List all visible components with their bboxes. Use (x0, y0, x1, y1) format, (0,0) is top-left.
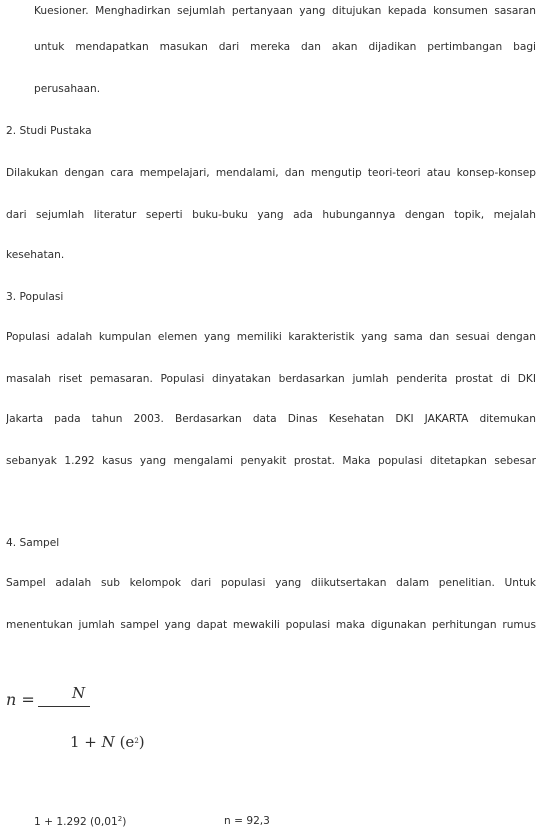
fraction-bar (38, 706, 90, 707)
section-heading: 2. Studi Pustaka (6, 125, 92, 137)
body-line: Populasi adalah kumpulan elemen yang memiliki karakteristik yang sama dan sesuai dengan (6, 331, 536, 343)
body-line: Sampel adalah sub kelompok dari populasi yang diikutsertakan dalam penelitian. Untuk (6, 577, 536, 589)
body-line: sebanyak 1.292 kasus yang mengalami penyakit prostat. Maka populasi ditetapkan sebesar (6, 455, 536, 467)
body-line: masalah riset pemasaran. Populasi dinyatakan berdasarkan jumlah penderita prostat di DKI (6, 373, 536, 385)
body-line: Dilakukan dengan cara mempelajari, mendalami, dan mengutip teori-teori atau konsep-konsep (6, 167, 536, 179)
section-heading: 3. Populasi (6, 291, 64, 303)
formula-lhs: n = (6, 690, 35, 709)
calculation-result: n = 92,3 (224, 815, 270, 827)
body-line: untuk mendapatkan masukan dari mereka dan akan dijadikan pertimbangan bagi (34, 41, 536, 53)
body-line: Jakarta pada tahun 2003. Berdasarkan data Dinas Kesehatan DKI JAKARTA ditemukan (6, 413, 536, 425)
body-line: kesehatan. (6, 249, 65, 261)
calculation-denominator: 1 + 1.292 (0,01$^2$) (34, 815, 127, 828)
formula-denominator: 1 + N $(e^2)$ (70, 733, 145, 751)
body-line: perusahaan. (34, 83, 101, 95)
formula-numerator: N (72, 684, 86, 702)
body-line: Kuesioner. Menghadirkan sejumlah pertanyaan yang ditujukan kepada konsumen sasaran (34, 5, 536, 17)
section-heading: 4. Sampel (6, 537, 60, 549)
body-line: dari sejumlah literatur seperti buku-buku yang ada hubungannya dengan topik, mejalah (6, 209, 536, 221)
body-line: menentukan jumlah sampel yang dapat mewakili populasi maka digunakan perhitungan rumus (6, 619, 536, 631)
